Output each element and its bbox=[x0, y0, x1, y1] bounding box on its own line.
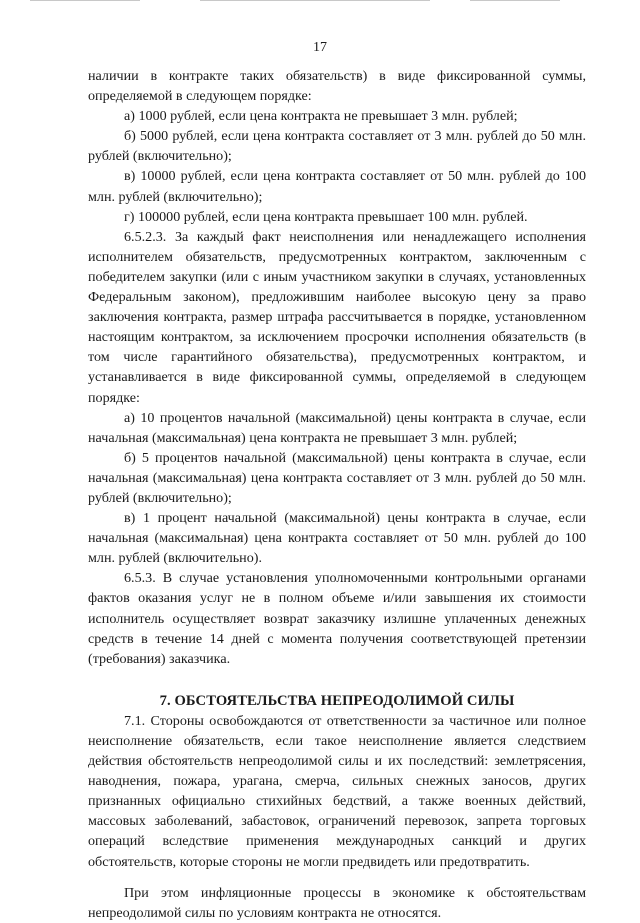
penalty-item-b: б) 5 процентов начальной (максимальной) цены контракта в случае, если начальная (максимальная) цена контракта составляет от 3 млн. рублей до 50 млн. рублей (включительно); bbox=[88, 449, 586, 506]
page-number: 17 bbox=[313, 40, 327, 55]
inflation-paragraph: При этом инфляционные процессы в экономике к обстоятельствам непреодолимой силы по условиям контракта не относятся. bbox=[88, 884, 586, 921]
scan-edge-line bbox=[470, 0, 560, 1]
penalty-item-v: в) 1 процент начальной (максимальной) цены контракта в случае, если начальная (максимальная) цена контракта составляет от 50 млн. рублей до 100 млн. рублей (включительно). bbox=[88, 510, 586, 567]
clause-7-1: 7.1. Стороны освобождаются от ответственности за частичное или полное неисполнение обязательств, если такое неисполнение является следствием действия обстоятельств непреодолимой силы и их последствий: землетрясения, наводнения, пожара, урагана, смерча, сильных снежных заносов, других признанных официально стихийных бедствий, а также военных действий, массовых заболеваний, забастовок, ограничений перевозок, запрета торговых операций вследствие применения международных санкций и других обстоятельств, которые стороны не могли предвидеть или предотвратить. bbox=[88, 712, 586, 870]
document-body bbox=[88, 66, 586, 923]
list-item-b: б) 5000 рублей, если цена контракта составляет от 3 млн. рублей до 50 млн. рублей (включительно); bbox=[88, 128, 586, 165]
list-item-a: а) 1000 рублей, если цена контракта не превышает 3 млн. рублей; bbox=[124, 108, 518, 125]
list-item-g: г) 100000 рублей, если цена контракта превышает 100 млн. рублей. bbox=[124, 208, 528, 225]
scan-edge-line bbox=[200, 0, 430, 1]
clause-6-5-2-3: 6.5.2.3. За каждый факт неисполнения или ненадлежащего исполнения исполнителем обязательств, предусмотренных контрактом, заключенным с победителем закупки (или с иным участником закупки в случаях, установленных Федеральным законом), предложившим наиболее высокую цену за право заключения контракта, размер штрафа рассчитывается в порядке, установленном настоящим контрактом, за исключением просрочки исполнения обязательств (в том числе гарантийного обязательства), предусмотренных контрактом, и устанавливается в виде фиксированной суммы, определяемой в следующем порядке: bbox=[88, 228, 586, 406]
scan-edge-line bbox=[30, 0, 140, 1]
list-item-v: в) 10000 рублей, если цена контракта составляет от 50 млн. рублей до 100 млн. рублей (включительно); bbox=[88, 168, 586, 205]
section-heading: 7. ОБСТОЯТЕЛЬСТВА НЕПРЕОДОЛИМОЙ СИЛЫ bbox=[159, 692, 515, 709]
paragraph-continuation: наличии в контракте таких обязательств) в виде фиксированной суммы, определяемой в следующем порядке: bbox=[88, 68, 586, 105]
penalty-item-a: а) 10 процентов начальной (максимальной) цены контракта в случае, если начальная (максимальная) цена контракта не превышает 3 млн. рублей; bbox=[88, 409, 586, 446]
clause-6-5-3: 6.5.3. В случае установления уполномоченными контрольными органами фактов оказания услуг не в полном объеме и/или завышения их стоимости исполнитель осуществляет возврат заказчику излишне уплаченных денежных средств в течение 14 дней с момента получения соответствующей претензии (требования) заказчика. bbox=[88, 570, 586, 667]
